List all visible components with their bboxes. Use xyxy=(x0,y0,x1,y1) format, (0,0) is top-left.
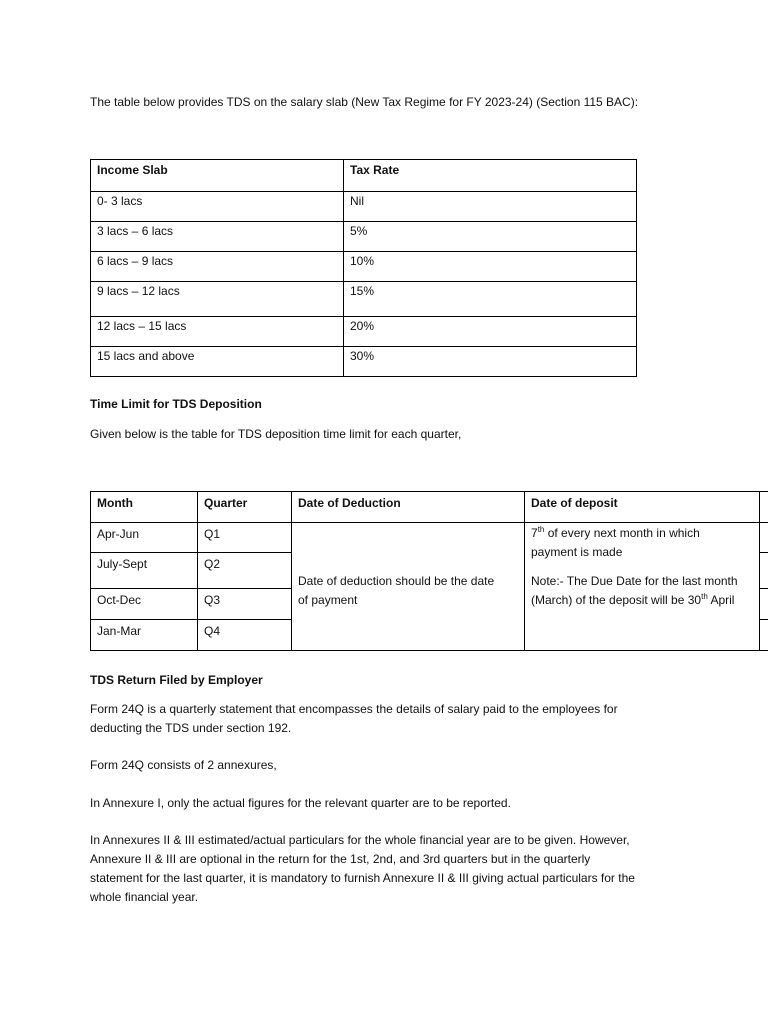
paragraph-line: Form 24Q is a quarterly statement that encompasses the details of salary paid to the employees for xyxy=(90,702,618,716)
slab-cell: 15 lacs and above xyxy=(91,347,344,377)
table-header-row xyxy=(91,492,768,523)
deposit-time-table xyxy=(90,491,768,651)
time-limit-heading: Time Limit for TDS Deposition xyxy=(90,397,262,411)
note-line2 xyxy=(531,591,753,610)
income-slab-table xyxy=(90,159,637,377)
cut-off-cell xyxy=(760,553,768,589)
intro-text: The table below provides TDS on the salary slab (New Tax Regime for FY 2023-24) (Section 115 BAC): xyxy=(90,95,639,109)
slab-cell: 6 lacs – 9 lacs xyxy=(91,252,344,282)
header-date-of-deduction: Date of Deduction xyxy=(292,492,525,523)
header-quarter: Quarter xyxy=(198,492,292,523)
quarter-cell: Q3 xyxy=(198,589,292,620)
rate-cell: 20% xyxy=(344,317,637,347)
annexure-2-3-text xyxy=(90,831,690,907)
table-row xyxy=(91,317,637,347)
paragraph-line: In Annexures II & III estimated/actual particulars for the whole financial year are to be given. However, xyxy=(90,833,630,847)
month-cell: Apr-Jun xyxy=(91,523,198,553)
month-cell: Jan-Mar xyxy=(91,620,198,651)
month-cell: Oct-Dec xyxy=(91,589,198,620)
deposit-date-cell xyxy=(525,523,760,651)
table-row xyxy=(91,192,637,222)
rate-cell: 30% xyxy=(344,347,637,377)
tds-return-heading: TDS Return Filed by Employer xyxy=(90,673,263,687)
header-date-of-deposit: Date of deposit xyxy=(525,492,760,523)
rate-cell: 5% xyxy=(344,222,637,252)
deposit-day: 7 xyxy=(531,526,538,540)
table-row xyxy=(91,222,637,252)
note-line2-post: April xyxy=(707,593,735,607)
table-row xyxy=(91,523,768,553)
table-row xyxy=(91,252,637,282)
rate-cell: Nil xyxy=(344,192,637,222)
deposit-line2: payment is made xyxy=(531,545,623,559)
form-24q-description xyxy=(90,700,690,738)
note-line1: Note:- The Due Date for the last month xyxy=(531,574,738,588)
note-day-suffix: th xyxy=(701,592,708,601)
header-cut-off-column xyxy=(760,492,768,523)
slab-cell: 12 lacs – 15 lacs xyxy=(91,317,344,347)
paragraph-line: deducting the TDS under section 192. xyxy=(90,721,292,735)
rate-cell: 10% xyxy=(344,252,637,282)
month-cell: July-Sept xyxy=(91,553,198,589)
slab-cell: 0- 3 lacs xyxy=(91,192,344,222)
quarter-cell: Q1 xyxy=(198,523,292,553)
slab-cell: 9 lacs – 12 lacs xyxy=(91,282,344,317)
time-limit-intro: Given below is the table for TDS deposition time limit for each quarter, xyxy=(90,427,462,441)
table-row xyxy=(91,347,637,377)
cut-off-cell xyxy=(760,620,768,651)
cut-off-cell xyxy=(760,523,768,553)
deposit-line1-rest: of every next month in which xyxy=(544,526,700,540)
annexure-1-text: In Annexure I, only the actual figures for the relevant quarter are to be reported. xyxy=(90,796,511,810)
quarter-cell: Q2 xyxy=(198,553,292,589)
table-header-row xyxy=(91,160,637,192)
deduction-date-cell xyxy=(292,523,525,651)
header-tax-rate: Tax Rate xyxy=(344,160,637,192)
slab-cell: 3 lacs – 6 lacs xyxy=(91,222,344,252)
deduction-note-line1: Date of deduction should be the date xyxy=(298,573,495,588)
table-row xyxy=(91,282,637,317)
rate-cell: 15% xyxy=(344,282,637,317)
deduction-note-line2: of payment xyxy=(298,592,358,607)
paragraph-line: Annexure II & III are optional in the return for the 1st, 2nd, and 3rd quarters but in the quarterly xyxy=(90,852,591,866)
header-income-slab: Income Slab xyxy=(91,160,344,192)
deposit-line1 xyxy=(531,524,753,543)
quarter-cell: Q4 xyxy=(198,620,292,651)
header-month: Month xyxy=(91,492,198,523)
annexures-count-text: Form 24Q consists of 2 annexures, xyxy=(90,758,277,772)
deposit-day-suffix: th xyxy=(537,525,545,534)
paragraph-line: whole financial year. xyxy=(90,890,199,904)
note-line2-pre: (March) of the deposit will be 30 xyxy=(531,593,702,607)
paragraph-line: statement for the last quarter, it is mandatory to furnish Annexure II & III giving actual particulars for the xyxy=(90,871,635,885)
cut-off-cell xyxy=(760,589,768,620)
